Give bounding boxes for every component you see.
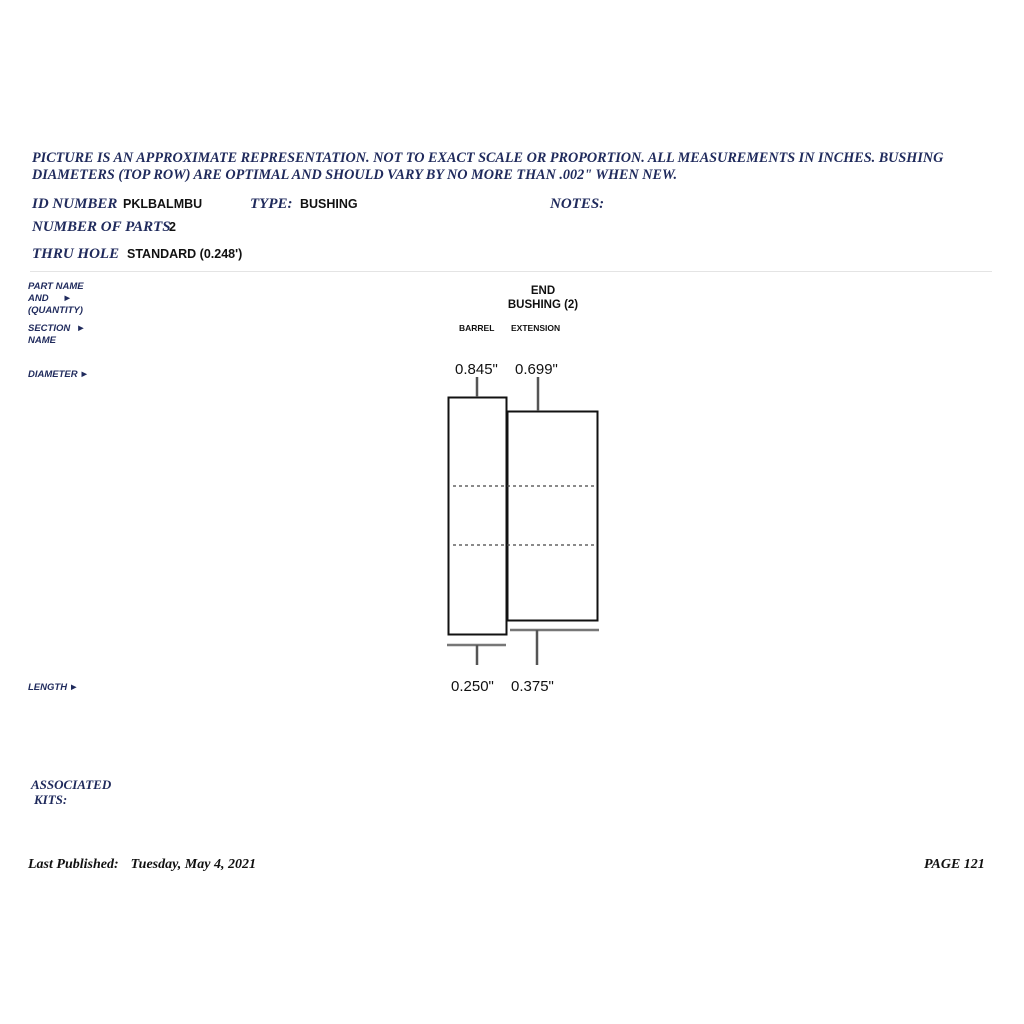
extension-diameter: 0.699": [515, 361, 558, 378]
part-name-line2: BUSHING (2): [507, 299, 579, 311]
id-number-value: PKLBALMBU: [123, 197, 203, 211]
last-published-value: Tuesday, May 4, 2021: [130, 857, 256, 872]
arrow-right-icon: ►: [79, 369, 90, 380]
parts-label: NUMBER OF PARTS: [32, 219, 171, 235]
type-value: BUSHING: [300, 197, 358, 211]
length-text: LENGTH: [28, 682, 68, 693]
arrow-right-icon: ►: [62, 293, 72, 304]
associated-kits-label: [31, 777, 111, 807]
section-barrel-name: BARREL: [459, 323, 495, 333]
and-text: AND: [28, 293, 49, 304]
thru-hole-label: THRU HOLE: [32, 246, 120, 262]
last-published-label: Last Published:: [28, 857, 119, 872]
diameter-text: DIAMETER: [28, 369, 78, 380]
extension-length: 0.375": [511, 678, 554, 695]
barrel-length: 0.250": [451, 678, 494, 695]
part-name-line1: END: [530, 285, 556, 297]
section-text: SECTION: [28, 323, 71, 334]
part-name-label-line1: PART NAME: [28, 281, 84, 292]
parts-value: 2: [169, 220, 176, 234]
id-number-label: ID NUMBER: [32, 196, 118, 212]
associated-kits-line1: ASSOCIATED: [31, 777, 112, 792]
arrow-right-icon: ►: [76, 323, 86, 334]
extension-body: [508, 412, 598, 621]
page-number: PAGE 121: [924, 857, 985, 872]
type-label: TYPE:: [250, 196, 293, 212]
barrel-body: [449, 398, 507, 635]
barrel-diameter: 0.845": [455, 361, 498, 378]
last-published: [28, 857, 256, 873]
thru-hole-value: STANDARD (0.248'): [127, 247, 243, 261]
disclaimer-text: PICTURE IS AN APPROXIMATE REPRESENTATION. NOT TO EXACT SCALE OR PROPORTION. ALL MEASUREMENTS IN INCHES. BUSHING DIAMETERS (TOP ROW) ARE OPTIMAL AND SHOULD VARY BY NO MORE THAN .002" WHEN NEW.: [32, 150, 944, 183]
associated-kits-line2: KITS:: [34, 792, 68, 807]
section-extension-name: EXTENSION: [511, 323, 561, 333]
arrow-right-icon: ►: [69, 682, 79, 693]
section-label-line2: NAME: [28, 335, 56, 346]
part-name-label-line3: (QUANTITY): [28, 305, 83, 316]
notes-label: NOTES:: [550, 196, 605, 212]
